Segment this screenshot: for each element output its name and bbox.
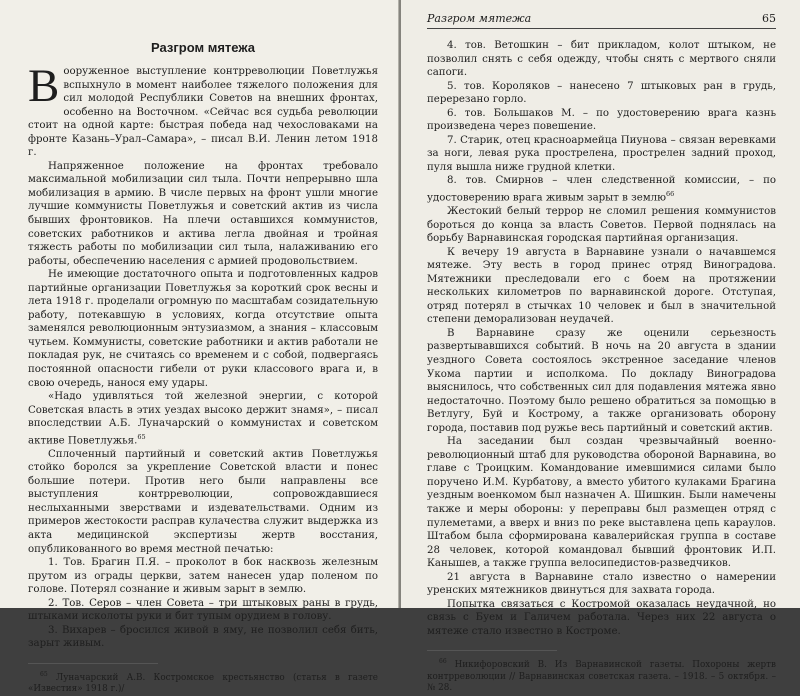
- footnote-65: [28, 669, 378, 696]
- paragraph-9: На заседании был создан чрезвычайный военно-революционный штаб для руководства обороной Варнавина, во главе с Троицким. Командование имевшимися силами было поручено И.М. Курбатову, а вместо убитого кулаками Брагина уездным военкомом был назначен А. Шишкин. Были намечены также и меры обороны: у переправы был размещен отряд с пулеметами, а вверх и вниз по реке выставлена цепь караулов. Штабом была сформирована кавалерийская группа в составе 28 человек, которой командовал бывший фронтовик И.П. Канышев, а также группа велосипедистов-разведчиков.: [427, 436, 776, 570]
- chapter-title: Разгром мятежа: [151, 40, 255, 55]
- list-item-3: 3. Вихарев – бросился живой в яму, не позволил себя бить, зарыт живым.: [28, 624, 378, 650]
- right-running-head: [427, 12, 776, 29]
- list-item-6: 6. тов. Большаков М. – по удостоверению врага казнь произведена через повешение.: [427, 107, 776, 133]
- footnote-text: Луначарский А.В. Костромское крестьянство (статья в газете «Известия» 1918 г.)/: [28, 672, 378, 695]
- page-number: 65: [762, 12, 776, 25]
- list-item-4: 4. тов. Ветошкин – бит прикладом, колот штыком, не позволил снять с себя одежду, чтобы снять с мертвого сняли сапоги.: [427, 40, 776, 79]
- footnote-rule: [427, 650, 557, 651]
- paragraph-7: К вечеру 19 августа в Варнавине узнали о начавшемся мятеже. Эту весть в город принес отряд Виноградова. Мятежники преследовали его с боем на протяжении нескольких километров по варнавинской дороге. Отступая, отряд потерял в стычках 10 человек и был в значительной степени деморализован неудачей.: [427, 246, 776, 326]
- footnote-mark: 66: [439, 658, 447, 666]
- list-item-5: 5. тов. Короляков – нанесено 7 штыковых ран в грудь, перерезано горло.: [427, 80, 776, 106]
- paragraph-6: Жестокий белый террор не сломил решения коммунистов бороться до конца за власть Советов. Первой поднялась на борьбу Варнавинская городская партийная организация.: [427, 205, 776, 245]
- list-item-2: 2. Тов. Серов – член Совета – три штыковых раны в грудь, штыками исколоты руки и бит тупым орудием в голову.: [28, 597, 378, 623]
- left-page: [0, 0, 400, 695]
- footnote-text: Никифоровский В. Из Варнавинской газеты. Похороны жертв контрреволюции // Варнавинская советская газета. – 1918. – 5 октября. – № 28.: [427, 660, 776, 694]
- footnote-mark: 65: [40, 670, 48, 678]
- paragraph-5: Сплоченный партийный и советский актив Поветлужья стойко боролся за укрепление Советской власти и понес большие потери. Против него были направлены все выступления контрреволюции, сопровождавшиеся неслыханными зверствами и издевательствами. Одним из примеров жестокости расправ кулачества служит выдержка из акта медицинской экспертизы жертв восстания, опубликованного во время местной печатью:: [28, 448, 378, 555]
- paragraph-1: [28, 60, 378, 160]
- drop-cap: В: [28, 60, 60, 112]
- paragraph-1-text: ооруженное выступление контрреволюции Поветлужья вспыхнуло в момент наиболее тяжелого положения для сил молодой Республики Советов на внешних фронтах, особенно на Восточном. «Сейчас вся судьба революции стоит на одной карте: быстрая победа над чехословаками на фронте Казань–Урал–Самара», – писал В.И. Ленин летом 1918 г.: [28, 66, 378, 159]
- left-running-head: [28, 10, 378, 24]
- footnote-ref-65: 65: [137, 432, 146, 441]
- list-item-1: 1. Тов. Брагин П.Я. – проколот в бок насквозь железным прутом из ограды церкви, затем нанесен удар поленом по голове. Потерял сознание и живым зарыт в землю.: [28, 557, 378, 596]
- running-head-title: Разгром мятежа: [427, 12, 532, 25]
- paragraph-8: В Варнавине сразу же оценили серьезность развертывавшихся событий. В ночь на 20 августа в здании уездного Совета состоялось экстренное заседание членов Укома партии и исполкома. По докладу Виноградова выяснилось, что собственных сил для подавления мятежа явно недостаточно. Поэтому было решено обратиться за помощью в Ветлугу, Буй и Кострому, а также организовать оборону города, поставив под ружье весь партийный и советский актив.: [427, 327, 776, 434]
- list-item-8-text: 8. тов. Смирнов – член следственной комиссии, – по удостоверению врага живым зарыт в землю: [427, 175, 776, 204]
- footnote-ref-66: 66: [665, 190, 675, 199]
- footnote-rule: [28, 663, 158, 664]
- footnote-66: [427, 656, 776, 694]
- list-item-7: 7. Старик, отец красноармейца Пиунова – связан веревками за ноги, левая рука прострелена, прострелен задний проход, пуля вышла ниже грудной клетки.: [427, 134, 776, 173]
- list-item-8: [427, 174, 776, 204]
- paragraph-2: Напряженное положение на фронтах требовало максимальной мобилизации сил тыла. Почти непрерывно шла мобилизация в армию. В числе первых на фронт ушли многие лучшие коммунисты Поветлужья и советский актив из числа бывших фронтовиков. На плечи оставшихся коммунистов, советских работников и актива легла двойная и тройная тяжесть работы по мобилизации сил тыла, налаживанию его работы, обеспечению населения с армией продовольствием.: [28, 160, 378, 267]
- paragraph-10: 21 августа в Варнавине стало известно о намерении уренских мятежников двинуться для захвата города.: [427, 571, 776, 597]
- quote-text: «Надо удивляться той железной энергии, с которой Советская власть в этих уездах высоко держит знамя», – писал впоследствии А.Б. Луначарский о коммунистах и советском активе Поветлужья.: [28, 391, 378, 447]
- paragraph-4: [28, 390, 378, 448]
- paragraph-11: Попытка связаться с Костромой оказалась неудачной, но связь с Буем и Галичем работала. Через них 22 августа о мятеже стало известно в Костроме.: [427, 598, 776, 637]
- right-page: [401, 0, 800, 694]
- paragraph-3: Не имеющие достаточного опыта и подготовленных кадров партийные организации Поветлужья за короткий срок весны и лета 1918 г. проделали огромную по масштабам созидательную работу, потекавшую в условиях, когда отсутствие опыта заменялся революционным энтузиазмом, а знания – классовым чутьем. Коммунисты, советские работники и актив работали не покладая рук, не считаясь со временем и с собой, подвергаясь постоянной опасности гибели от руки классового врага и, в свою очередь, нанося ему удары.: [28, 269, 378, 389]
